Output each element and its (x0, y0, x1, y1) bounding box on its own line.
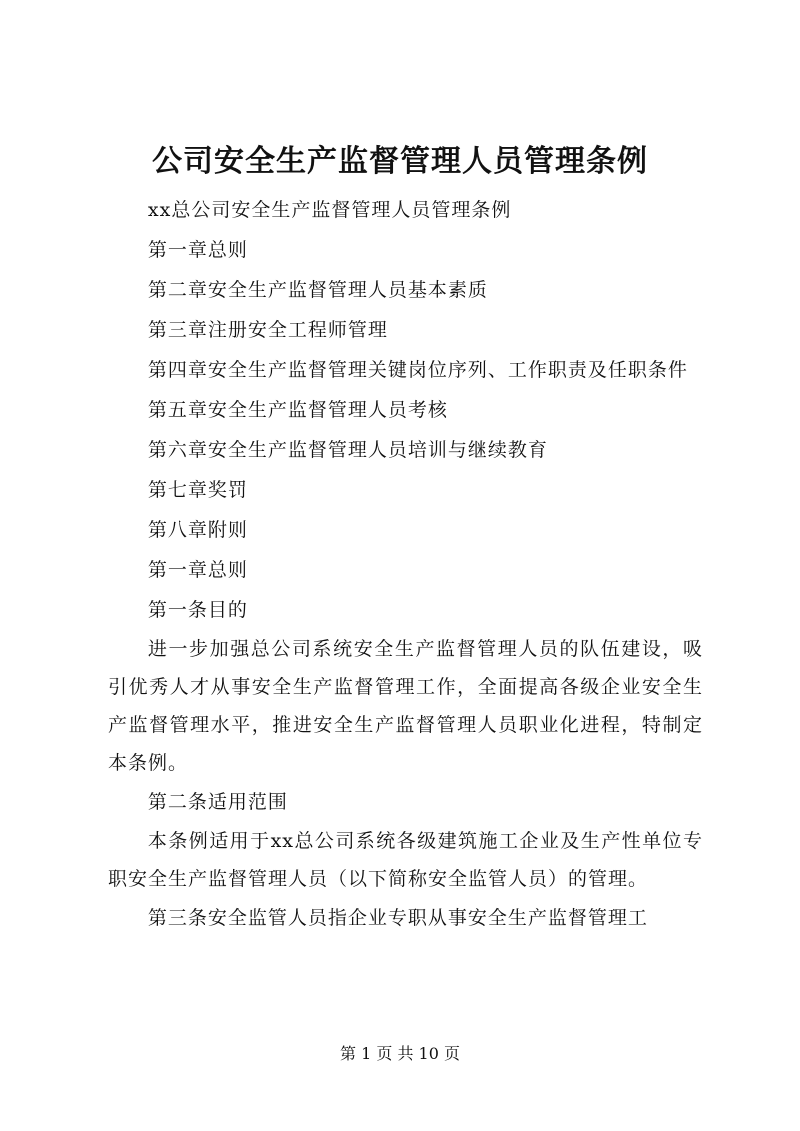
paragraph-12: 进一步加强总公司系统安全生产监督管理人员的队伍建设，吸引优秀人才从事安全生产监督管理工作，全面提高各级企业安全生产监督管理水平，推进安全生产监督管理人员职业化进程，特制定本条例。 (108, 638, 703, 774)
paragraph-7: 第六章安全生产监督管理人员培训与继续教育 (147, 439, 548, 461)
document-title: 公司安全生产监督管理人员管理条例 (152, 144, 648, 179)
paragraph-15: 第三条安全监管人员指企业专职从事安全生产监督管理工 (147, 907, 648, 929)
paragraph-14: 本条例适用于xx总公司系统各级建筑施工企业及生产性单位专职安全生产监督管理人员（以下简称安全监管人员）的管理。 (108, 830, 703, 890)
paragraph-11: 第一条目的 (147, 599, 248, 621)
page-footer: 第 1 页 共 10 页 (340, 1044, 460, 1063)
paragraph-6: 第五章安全生产监督管理人员考核 (147, 399, 448, 421)
document-body (108, 190, 703, 938)
paragraph-1: xx总公司安全生产监督管理人员管理条例 (147, 199, 512, 221)
paragraph-10: 第一章总则 (147, 559, 248, 581)
paragraph-2: 第一章总则 (147, 239, 248, 261)
paragraph-3: 第二章安全生产监督管理人员基本素质 (147, 279, 488, 301)
paragraph-13: 第二条适用范围 (147, 791, 288, 813)
paragraph-4: 第三章注册安全工程师管理 (147, 319, 388, 341)
paragraph-8: 第七章奖罚 (147, 479, 248, 501)
paragraph-9: 第八章附则 (147, 519, 248, 541)
paragraph-5: 第四章安全生产监督管理关键岗位序列、工作职责及任职条件 (147, 359, 688, 381)
